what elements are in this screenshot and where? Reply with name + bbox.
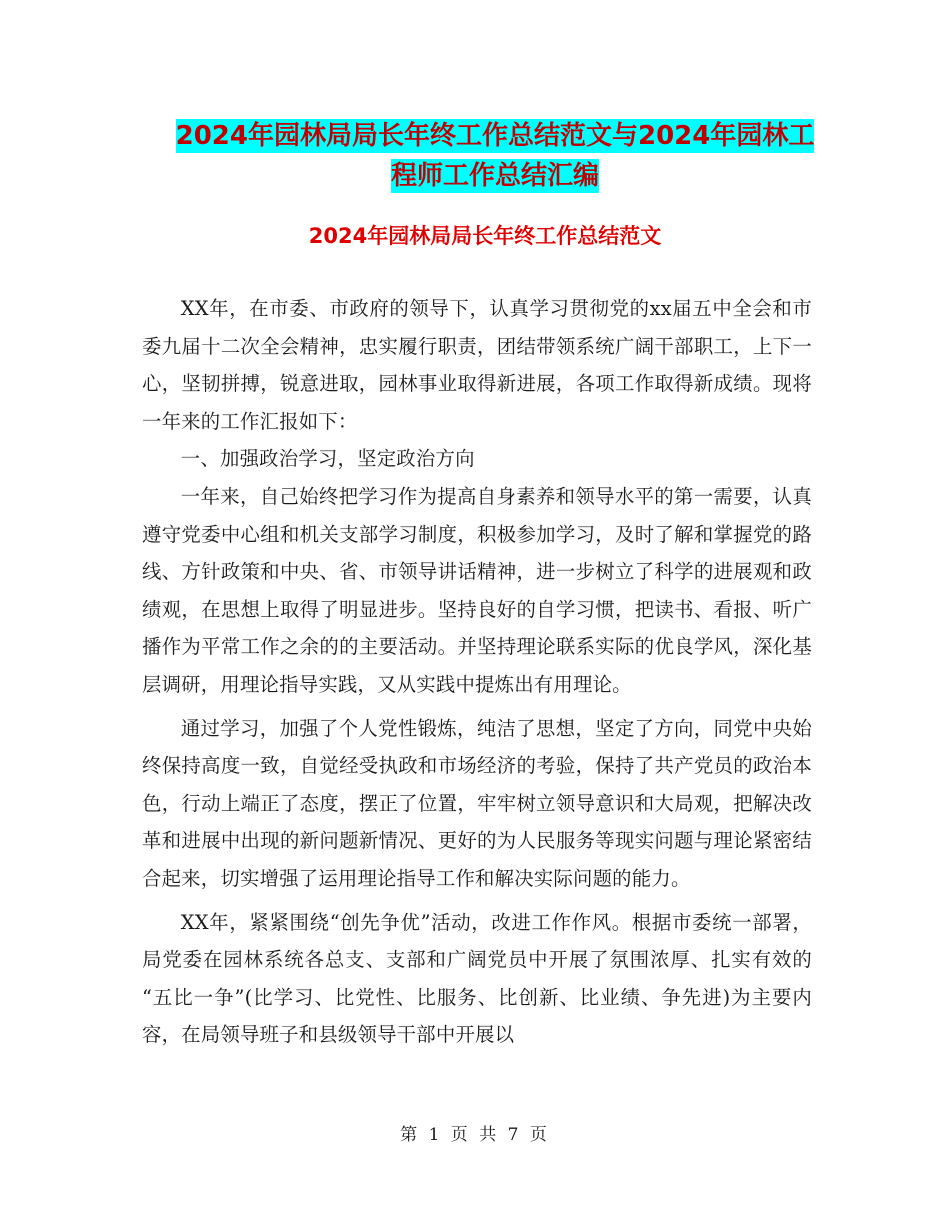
paragraph: 一年来，自己始终把学习作为提高自身素养和领导水平的第一需要，认真遵守党委中心组和机关支部学习制度，积极参加学习，及时了解和掌握党的路线、方针政策和中央、省、市领导讲话精神，进一步树立了科学的进展观和政绩观，在思想上取得了明显进步。坚持良好的自学习惯，把读书、看报、听广播作为平常工作之余的的主要活动。并坚持理论联系实际的优良学风，深化基层调研，用理论指导实践，又从实践中提炼出有用理论。 <box>142 484 812 696</box>
section-heading: 一、加强政治学习，坚定政治方向 <box>180 447 475 471</box>
paragraph: XX年，紧紧围绕“创先争优”活动，改进工作作风。根据市委统一部署，局党委在园林系统各总支、支部和广阔党员中开展了氛围浓厚、扎实有效的 “五比一争”(比学习、比党性、比服务、比创新、比业绩、争先进)为主要内容，在局领导班子和县级领导干部中开展以 <box>142 910 812 1047</box>
document-title-line-2 <box>140 150 850 202</box>
document-title-text-2: 程师工作总结汇编 <box>390 161 599 191</box>
section-title: 2024年园林局局长年终工作总结范文 <box>308 224 662 248</box>
document-title-text-1: 2024年园林局局长年终工作总结范文与2024年园林工 <box>175 121 815 151</box>
paragraph: XX年，在市委、市政府的领导下，认真学习贯彻党的xx届五中全会和市委九届十二次全会精神，忠实履行职责，团结带领系统广阔干部职工，上下一心，坚韧拼搏，锐意进取，园林事业取得新进展，各项工作取得新成绩。现将一年来的工作汇报如下： <box>142 297 812 433</box>
paragraph: 通过学习，加强了个人党性锻炼，纯洁了思想，坚定了方向，同党中央始终保持高度一致，自觉经受执政和市场经济的考验，保持了共产党员的政治本色，行动上端正了态度，摆正了位置，牢牢树立领导意识和大局观，把解决改革和进展中出现的新问题新情况、更好的为人民服务等现实问题与理论紧密结合起来，切实增强了运用理论指导工作和解决实际问题的能力。 <box>142 716 812 890</box>
page-footer: 第 1 页 共 7 页 <box>400 1125 550 1145</box>
document-body <box>142 290 812 1054</box>
